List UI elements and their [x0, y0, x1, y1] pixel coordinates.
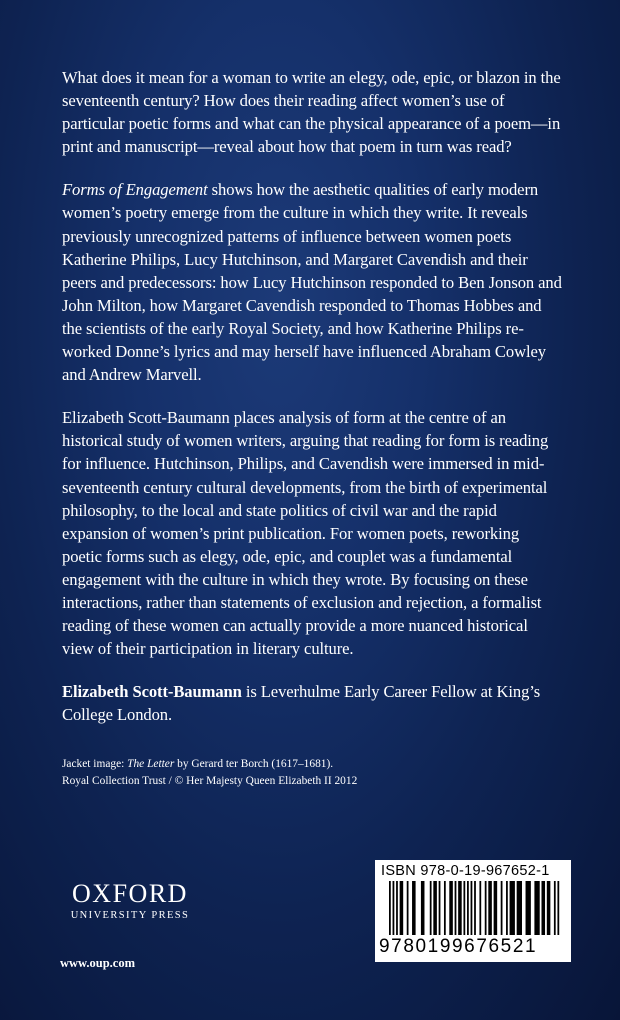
barcode-bar	[547, 881, 551, 935]
barcode-bar	[439, 881, 441, 935]
barcode-bar	[554, 881, 556, 935]
barcode-bar	[421, 881, 425, 935]
author-bio	[62, 680, 562, 726]
description-paragraph-2	[62, 178, 562, 386]
barcode-bars	[389, 881, 561, 937]
barcode-bar	[430, 881, 432, 935]
barcode-bar	[444, 881, 446, 935]
author-name: Elizabeth Scott-Baumann	[62, 682, 242, 702]
isbn-barcode	[375, 860, 571, 962]
credit-line-1: Jacket image: The Letter by Gerard ter Borch (1617–1681).	[62, 758, 334, 771]
barcode-bar	[407, 881, 409, 935]
barcode-bar	[534, 881, 539, 935]
book-title-italic: Forms of Engagement	[62, 180, 208, 200]
barcode-bar	[449, 881, 453, 935]
credit-line-2: Royal Collection Trust / © Her Majesty Queen Elizabeth II 2012	[62, 775, 358, 788]
painting-title: The Letter	[127, 758, 175, 771]
ean-digits: 9780199676521	[379, 936, 538, 957]
description-paragraph-2-text: shows how the aesthetic qualities of early modern women’s poetry emerge from the culture in which they write. It reveals previously unrecognized patterns of influence between women poets Katherine Philips, Lucy Hutchinson, and Margaret Cavendish and their peers and predecessors: how Lucy Hutchinson responded to Ben Jonson and John Milton, how Margaret Cavendish responded to Thomas Hobbes and the scientists of the early Royal Society, and how Katherine Philips re-worked Donne’s lyrics and may herself have influenced Abraham Cowley and Andrew Marvell.	[62, 180, 562, 385]
description-paragraph-3: Elizabeth Scott-Baumann places analysis of form at the centre of an historical study of women writers, arguing that reading for form is reading for influence. Hutchinson, Philips, and Cavendish were immersed in mid-seventeenth century cultural developments, from the birth of experimental philosophy, to the local and state politics of civil war and the rapid expansion of women’s print publication. For women poets, reworking poetic forms such as elegy, ode, epic, and couplet was a fundamental engagement with the culture in which they wrote. By focusing on these interactions, rather than statements of exclusion and rejection, a formalist reading of these women can actually provide a more nuanced historical view of their participation in literary culture.	[62, 408, 549, 659]
publisher-name: OXFORD	[72, 879, 188, 908]
barcode-bar	[393, 881, 395, 935]
description-paragraph-1: What does it mean for a woman to write an elegy, ode, epic, or blazon in the seventeenth century? How does their reading affect women’s use of particular poetic forms and what can the physical appearance of a poem—in print and manuscript—reveal about how that poem in turn was read?	[62, 68, 561, 157]
barcode-bar	[488, 881, 492, 935]
barcode-bar	[433, 881, 437, 935]
barcode-bar	[467, 881, 469, 935]
barcode-bar	[517, 881, 522, 935]
barcode-bar	[557, 881, 559, 935]
barcode-bar	[479, 881, 481, 935]
barcode-bar	[474, 881, 476, 935]
barcode-bar	[400, 881, 404, 935]
barcode-bar	[526, 881, 531, 935]
publisher-logo	[60, 880, 200, 921]
barcode-bar	[510, 881, 515, 935]
barcode-bar	[412, 881, 416, 935]
barcode-bar	[494, 881, 498, 935]
barcode-bar	[506, 881, 508, 935]
publisher-subtitle: UNIVERSITY PRESS	[70, 910, 190, 921]
barcode-bar	[541, 881, 545, 935]
author-bio-text: is Leverhulme Early Career Fellow at King’s College London.	[62, 682, 541, 725]
jacket-image-credit	[62, 756, 562, 790]
barcode-bar	[389, 881, 391, 935]
barcode-bar	[455, 881, 457, 935]
publisher-url: www.oup.com	[60, 956, 136, 970]
barcode-bar	[458, 881, 462, 935]
isbn-label: ISBN 978-0-19-967652-1	[381, 863, 550, 879]
blurb-block	[62, 66, 562, 790]
barcode-bar	[501, 881, 503, 935]
barcode-bar	[463, 881, 465, 935]
barcode-bar	[485, 881, 487, 935]
barcode-bar	[396, 881, 398, 935]
barcode-bar	[471, 881, 473, 935]
